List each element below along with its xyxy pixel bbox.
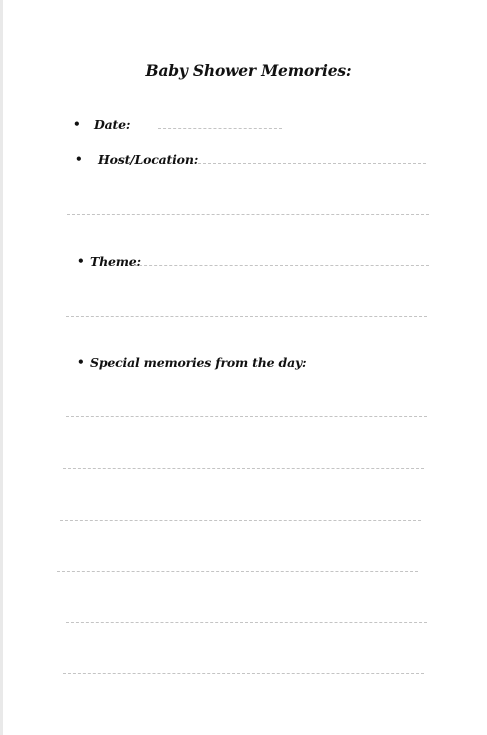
date-bullet: • — [73, 117, 81, 131]
theme-bullet: • — [77, 254, 85, 268]
theme-answer-line[interactable] — [134, 265, 429, 266]
host-location-bullet: • — [75, 152, 83, 166]
special-memories-label: Special memories from the day: — [90, 355, 307, 370]
page-left-edge — [0, 0, 3, 735]
memories-answer-line-4[interactable] — [57, 571, 418, 572]
page-title: Baby Shower Memories: — [145, 61, 352, 80]
host-location-answer-line-2[interactable] — [67, 214, 429, 215]
memories-answer-line-6[interactable] — [63, 673, 424, 674]
date-label: Date: — [94, 117, 131, 132]
memories-answer-line-1[interactable] — [66, 416, 427, 417]
host-location-answer-line[interactable] — [198, 163, 426, 164]
theme-answer-line-2[interactable] — [66, 316, 427, 317]
memories-answer-line-2[interactable] — [63, 468, 424, 469]
special-memories-bullet: • — [77, 355, 85, 369]
theme-label: Theme: — [90, 254, 141, 269]
memories-answer-line-5[interactable] — [66, 622, 427, 623]
date-answer-line[interactable] — [158, 128, 282, 129]
memories-answer-line-3[interactable] — [60, 520, 421, 521]
host-location-label: Host/Location: — [98, 152, 199, 167]
